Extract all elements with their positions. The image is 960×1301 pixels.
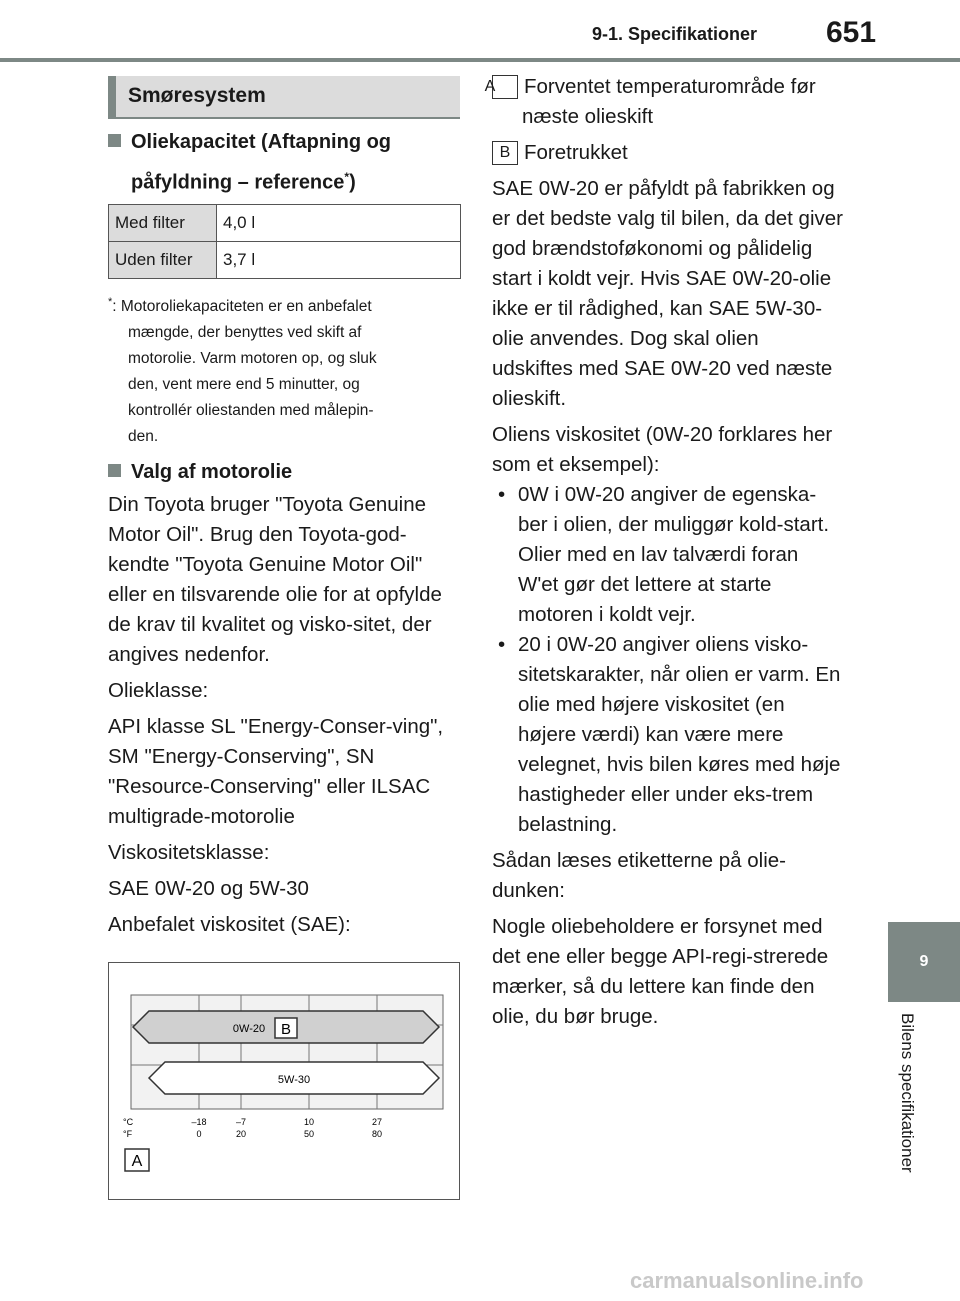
viscosity-diagram <box>109 963 459 1199</box>
legend-b: B Foretrukket <box>492 138 844 168</box>
table-cell-label: Med filter <box>109 205 217 242</box>
tick-c-0: –18 <box>191 1117 207 1127</box>
capacity-table <box>108 204 461 279</box>
paragraph: Viskositetsklasse: <box>108 841 270 864</box>
right-column <box>484 72 844 1038</box>
viscosity-figure <box>108 962 460 1200</box>
key-b-icon: B <box>492 141 518 165</box>
bar2-label: 5W-30 <box>277 1074 311 1086</box>
chapter-tab[interactable]: 9 <box>888 922 960 1002</box>
unit-fahrenheit: °F <box>123 1129 133 1139</box>
list-item: • 0W i 0W-20 angiver de egenska-ber i olien, der muliggør kold-start. Olier med en lav talværdi foran W'et gør det lettere at starte motoren i koldt vejr. <box>492 480 844 630</box>
square-bullet-icon <box>108 464 121 477</box>
table-cell-value: 3,7 l <box>217 242 461 279</box>
tick-f-3: 80 <box>371 1129 383 1139</box>
chapter-label: Bilens specifikationer <box>898 1013 917 1173</box>
paragraph: Olieklasse: <box>108 679 209 702</box>
footnote: *: Motoroliekapaciteten er en anbefalet mængde, der benyttes ved skift af motorolie. Varm motoren op, og sluk den, vent mere end 5 minutter, og kontrollér oliestanden med målepin- den. <box>108 296 377 446</box>
bullet-list <box>492 480 844 840</box>
paragraph: SAE 0W-20 og 5W-30 <box>108 877 309 900</box>
table-cell-label: Uden filter <box>109 242 217 279</box>
paragraph: Oliens viskositet (0W-20 forklares her som et eksempel): <box>492 423 833 476</box>
tick-c-2: 10 <box>303 1117 315 1127</box>
oil-choice-body <box>108 490 460 946</box>
bar1-key: B <box>280 1021 292 1038</box>
paragraph: Din Toyota bruger "Toyota Genuine Motor Oil". Brug den Toyota-god-kendte "Toyota Genuine Motor Oil" eller en tilsvarende olie for at opfylde de krav til kvalitet og visko-sitet, der angives nedenfor. <box>108 493 442 666</box>
header-rule <box>0 58 960 62</box>
capacity-heading: Oliekapacitet (Aftapning og påfyldning – reference*) <box>108 125 460 201</box>
tick-f-1: 20 <box>235 1129 247 1139</box>
tick-c-1: –7 <box>235 1117 247 1127</box>
oil-choice-heading: Valg af motorolie <box>108 455 292 490</box>
paragraph: Anbefalet viskositet (SAE): <box>108 913 351 936</box>
unit-celsius: °C <box>123 1117 134 1127</box>
tick-f-0: 0 <box>196 1129 202 1139</box>
key-a-label: A <box>131 1153 143 1170</box>
paragraph: Sådan læses etiketterne på olie-dunken: <box>492 849 787 902</box>
legend-a: A Forventet temperaturområde før næste olieskift <box>484 75 816 128</box>
table-row <box>109 205 461 242</box>
paragraph: API klasse SL "Energy-Conser-ving", SM "Energy-Conserving", SN "Resource-Conserving" eller ILSAC multigrade-motorolie <box>108 715 444 828</box>
bar1-label: 0W-20 <box>232 1023 266 1035</box>
table-cell-value: 4,0 l <box>217 205 461 242</box>
key-a-icon: A <box>492 75 518 99</box>
paragraph: SAE 0W-20 er påfyldt på fabrikken og er det bedste valg til bilen, da det giver god brændstoføkonomi og pålidelig start i koldt vejr. Hvis SAE 0W-20-olie ikke er til rådighed, kan SAE 5W-30-olie anvendes. Dog skal olien udskiftes med SAE 0W-20 ved næste olieskift. <box>492 177 843 410</box>
square-bullet-icon <box>108 134 121 147</box>
tick-f-2: 50 <box>303 1129 315 1139</box>
page-number: 651 <box>826 16 877 49</box>
table-row <box>109 242 461 279</box>
running-header-title: 9-1. Specifikationer <box>592 24 758 44</box>
section-heading: Smøresystem <box>108 76 460 119</box>
paragraph: Nogle oliebeholdere er forsynet med det ene eller begge API-regi-strerede mærker, så du lettere kan finde den olie, du bør bruge. <box>492 915 829 1028</box>
watermark: carmanualsonline.info <box>630 1268 864 1293</box>
list-item: • 20 i 0W-20 angiver oliens visko-sitetskarakter, når olien er varm. En olie med højere viskositet (en højere værdi) kan være mere velegnet, hvis bilen køres med høje hastigheder eller under eks-trem belastning. <box>492 630 844 840</box>
tick-c-3: 27 <box>371 1117 383 1127</box>
